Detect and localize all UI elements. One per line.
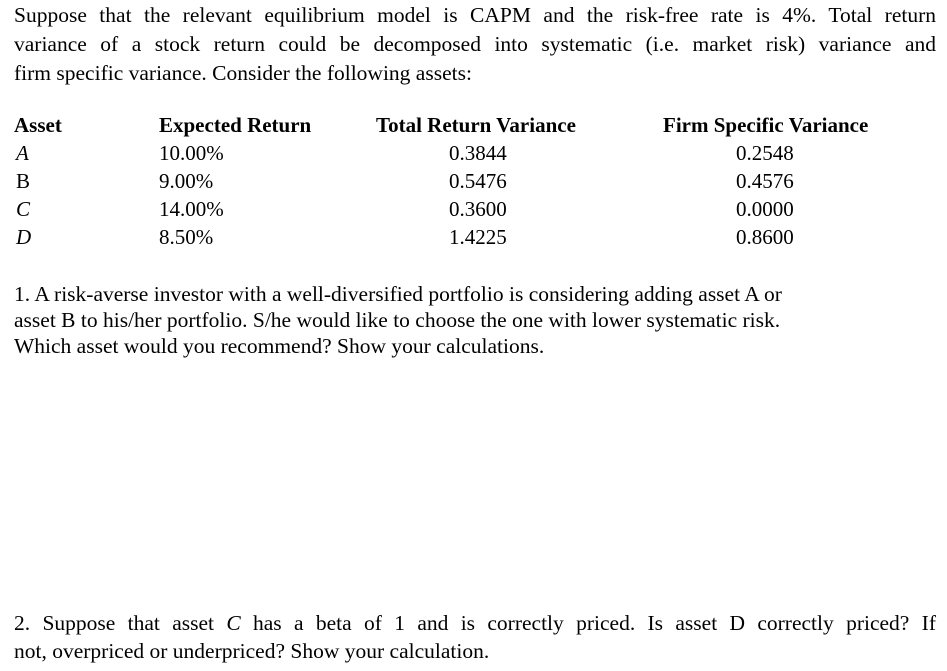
row-a-firm-variance: 0.2548 [736, 141, 794, 165]
row-a-expected-return: 10.00% [159, 141, 224, 165]
row-d-firm-variance: 0.8600 [736, 225, 794, 249]
question-2-line-1 [14, 609, 936, 637]
question-2-line-2: not, overpriced or underpriced? Show your calculation. [14, 639, 490, 663]
row-d-total-variance: 1.4225 [449, 225, 507, 249]
row-b-expected-return: 9.00% [159, 169, 214, 193]
question-2-line-1-part-1: 2. Suppose that asset [14, 611, 227, 635]
row-b-total-variance: 0.5476 [449, 169, 507, 193]
header-expected-return: Expected Return [159, 113, 312, 137]
row-c-total-variance: 0.3600 [449, 197, 507, 221]
row-d-expected-return: 8.50% [159, 225, 214, 249]
header-asset: Asset [14, 113, 62, 137]
intro-line-3: firm specific variance. Consider the following assets: [14, 61, 472, 85]
question-1 [14, 281, 894, 359]
row-b-firm-variance: 0.4576 [736, 169, 794, 193]
question-1-line-2: asset B to his/her portfolio. S/he would like to choose the one with lower systematic risk. [14, 308, 781, 332]
row-c-asset: C [16, 197, 31, 221]
question-1-line-3: Which asset would you recommend? Show your calculations. [14, 334, 545, 358]
row-d-asset: D [16, 225, 32, 249]
row-a-total-variance: 0.3844 [449, 141, 507, 165]
question-2-line-1-part-2: has a beta of 1 and is correctly priced. Is asset D correctly priced? If [240, 611, 936, 635]
row-c-firm-variance: 0.0000 [736, 197, 794, 221]
intro-line-2: variance of a stock return could be decomposed into systematic (i.e. market risk) variance and [14, 32, 936, 56]
header-firm-specific-variance: Firm Specific Variance [663, 113, 869, 137]
question-2 [14, 609, 936, 665]
intro-paragraph [14, 1, 936, 88]
intro-line-1: Suppose that the relevant equilibrium model is CAPM and the risk-free rate is 4%. Total return [14, 3, 936, 27]
row-c-expected-return: 14.00% [159, 197, 224, 221]
row-a-asset: A [16, 141, 29, 165]
question-2-asset-c: C [226, 611, 241, 635]
row-b-asset: B [16, 169, 31, 193]
question-1-line-1: 1. A risk-averse investor with a well-diversified portfolio is considering adding asset A or [14, 282, 782, 306]
header-total-return-variance: Total Return Variance [376, 113, 576, 137]
